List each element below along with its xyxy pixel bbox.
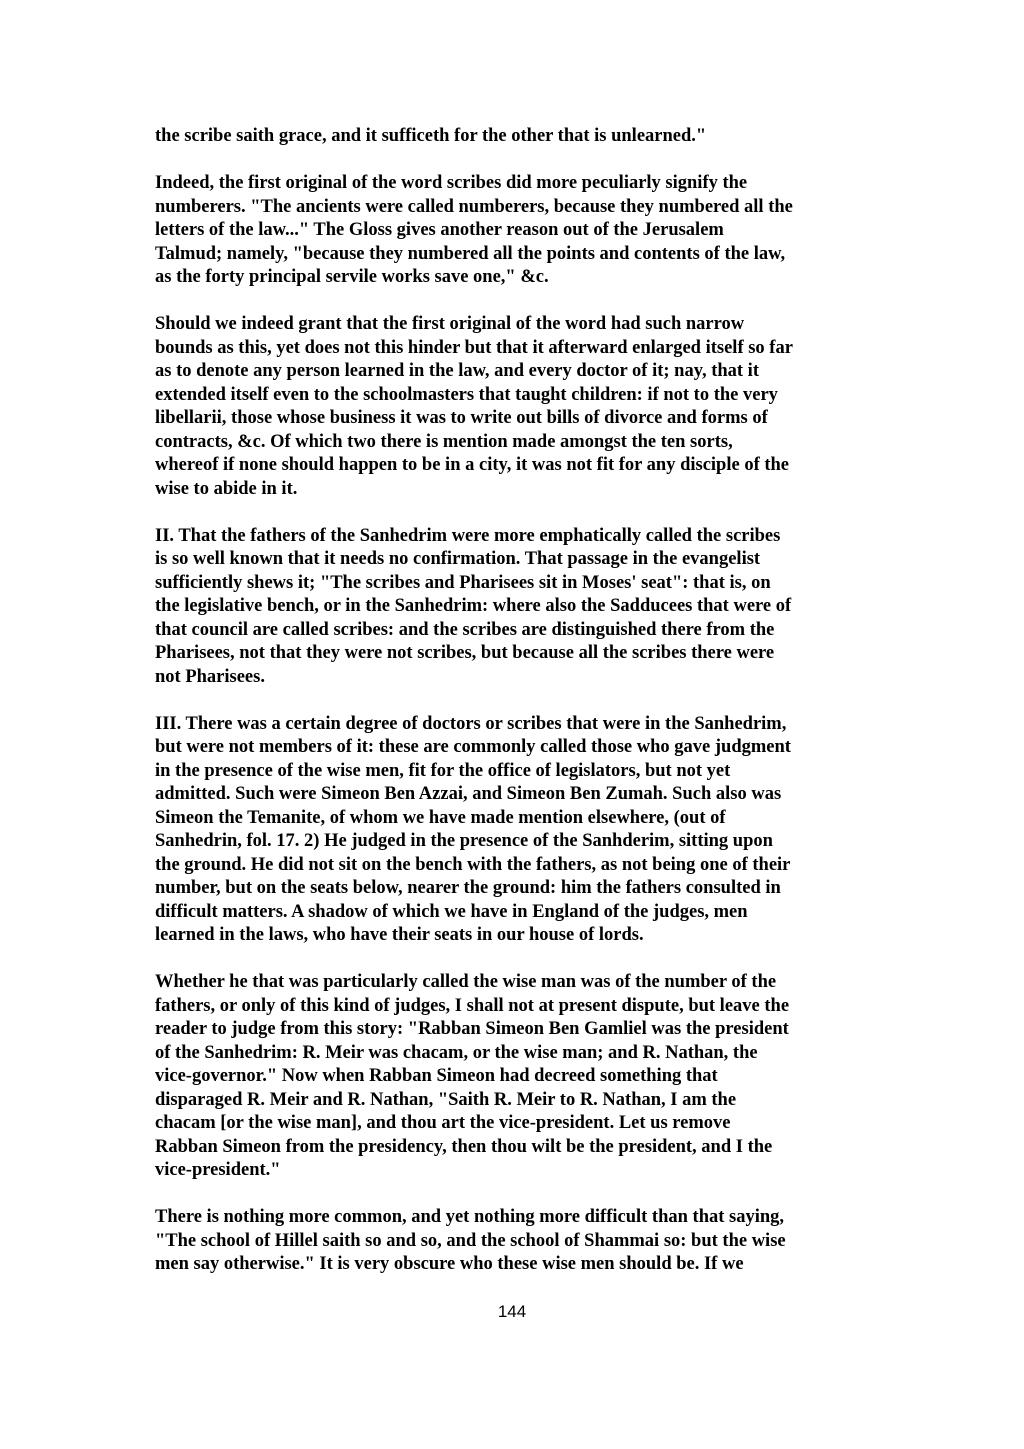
text-line: admitted. Such were Simeon Ben Azzai, and Simeon Ben Zumah. Such also was [155, 784, 782, 804]
text-line: learned in the laws, who have their seats in our house of lords. [155, 925, 644, 945]
text-line: II. That the fathers of the Sanhedrim were more emphatically called the scribes [155, 525, 781, 546]
text-line: not Pharisees. [155, 666, 265, 687]
paragraph [155, 971, 875, 1183]
text-line: as the forty principal servile works save one," &c. [155, 267, 549, 287]
paragraph [155, 713, 875, 948]
text-line: of the Sanhedrim: R. Meir was chacam, or the wise man; and R. Nathan, the [155, 1042, 758, 1063]
paragraph [155, 1206, 875, 1277]
text-line: There is nothing more common, and yet nothing more difficult than that saying, [155, 1207, 785, 1227]
text-line: libellarii, those whose business it was to write out bills of divorce and forms of [155, 408, 768, 428]
text-line: that council are called scribes: and the scribes are distinguished there from the [155, 619, 775, 640]
text-line: number, but on the seats below, nearer the ground: him the fathers consulted in [155, 878, 781, 898]
text-line: bounds as this, yet does not this hinder but that it afterward enlarged itself so far [155, 337, 793, 358]
text-line: sufficiently shews it; "The scribes and Pharisees sit in Moses' seat": that is, on [155, 572, 771, 593]
text-line: men say otherwise." It is very obscure who these wise men should be. If we [155, 1254, 744, 1274]
text-line: but were not members of it: these are commonly called those who gave judgment [155, 737, 791, 757]
text-line: contracts, &c. Of which two there is mention made amongst the ten sorts, [155, 431, 733, 452]
text-line: in the presence of the wise men, fit for the office of legislators, but not yet [155, 760, 731, 781]
text-line: the scribe saith grace, and it sufficeth for the other that is unlearned." [155, 126, 707, 146]
text-line: Should we indeed grant that the first original of the word had such narrow [155, 314, 745, 334]
text-line: is so well known that it needs no confirmation. That passage in the evangelist [155, 549, 761, 569]
text-line: Sanhedrin, fol. 17. 2) He judged in the presence of the Sanhderim, sitting upon [155, 831, 773, 851]
body-text [155, 125, 875, 1300]
paragraph [155, 313, 875, 501]
text-line: Talmud; namely, "because they numbered all the points and contents of the law, [155, 243, 786, 264]
text-line: "The school of Hillel saith so and so, and the school of Shammai so: but the wise [155, 1230, 786, 1251]
text-line: the ground. He did not sit on the bench with the fathers, as not being one of their [155, 854, 791, 875]
text-line: reader to judge from this story: "Rabban Simeon Ben Gamliel was the president [155, 1019, 789, 1039]
paragraph [155, 172, 875, 290]
text-line: III. There was a certain degree of doctors or scribes that were in the Sanhedrim, [155, 713, 787, 734]
text-line: chacam [or the wise man], and thou art the vice-president. Let us remove [155, 1113, 731, 1133]
text-line: wise to abide in it. [155, 478, 298, 499]
text-line: as to denote any person learned in the law, and every doctor of it; nay, that it [155, 361, 759, 381]
text-line: vice-president." [155, 1160, 281, 1180]
text-line: numberers. "The ancients were called numberers, because they numbered all the [155, 196, 793, 217]
text-line: disparaged R. Meir and R. Nathan, "Saith R. Meir to R. Nathan, I am the [155, 1089, 737, 1110]
text-line: vice-governor." Now when Rabban Simeon had decreed something that [155, 1066, 718, 1086]
page-number: 144 [497, 1302, 527, 1321]
text-line: Indeed, the first original of the word scribes did more peculiarly signify the [155, 173, 748, 193]
text-line: Pharisees, not that they were not scribes, but because all the scribes there were [155, 643, 775, 663]
text-line: Whether he that was particularly called the wise man was of the number of the [155, 972, 777, 992]
text-line: extended itself even to the schoolmasters that taught children: if not to the very [155, 384, 778, 405]
text-line: Simeon the Temanite, of whom we have made mention elsewhere, (out of [155, 807, 726, 828]
paragraph [155, 125, 875, 149]
text-line: difficult matters. A shadow of which we have in England of the judges, men [155, 901, 748, 922]
text-line: fathers, or only of this kind of judges, I shall not at present dispute, but leave the [155, 995, 790, 1016]
text-line: letters of the law..." The Gloss gives another reason out of the Jerusalem [155, 220, 724, 240]
text-line: the legislative bench, or in the Sanhedrim: where also the Sadducees that were of [155, 596, 792, 616]
text-line: Rabban Simeon from the presidency, then thou wilt be the president, and I the [155, 1136, 773, 1157]
text-line: whereof if none should happen to be in a city, it was not fit for any disciple of the [155, 455, 790, 475]
paragraph [155, 525, 875, 690]
